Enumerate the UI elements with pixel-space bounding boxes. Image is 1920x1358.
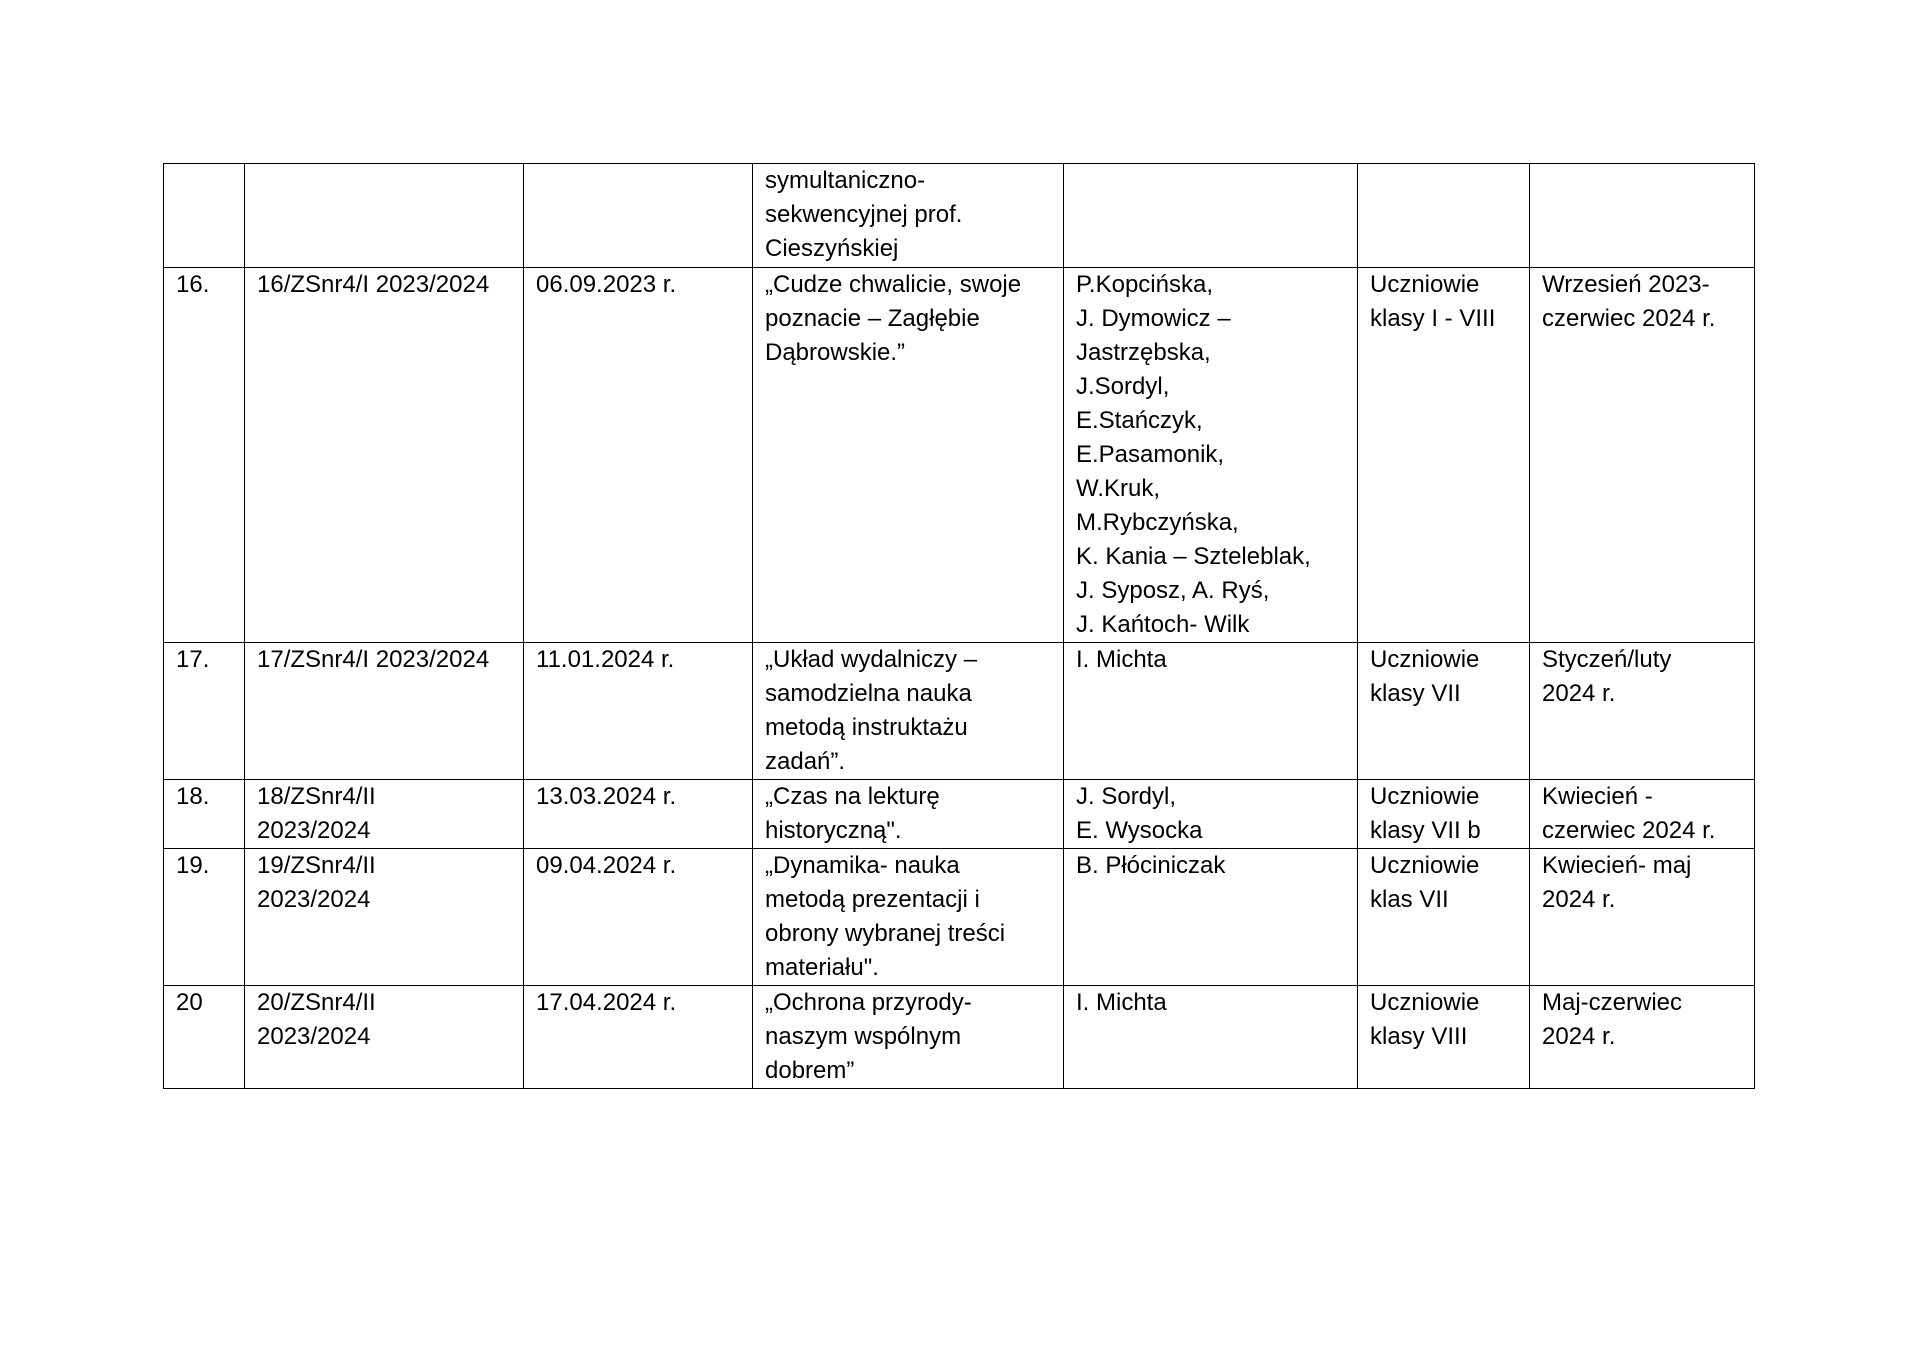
cell-title: „Dynamika- nauka metodą prezentacji i obrony wybranej treści materiału". (753, 849, 1064, 986)
cell-no: 17. (164, 643, 245, 780)
cell-number: 16/ZSnr4/I 2023/2024 (245, 268, 524, 643)
cell-title: „Ochrona przyrody- naszym wspólnym dobrem” (753, 986, 1064, 1089)
cell-no: 16. (164, 268, 245, 643)
cell-participants: Uczniowie klasy VIII (1358, 986, 1530, 1089)
cell-authors: P.Kopcińska, J. Dymowicz – Jastrzębska, J.Sordyl, E.Stańczyk, E.Pasamonik, W.Kruk, M.Rybczyńska, K. Kania – Szteleblak, J. Syposz, A. Ryś, J. Kańtoch- Wilk (1064, 268, 1358, 643)
cell-period: Wrzesień 2023- czerwiec 2024 r. (1530, 268, 1755, 643)
cell-period: Maj-czerwiec 2024 r. (1530, 986, 1755, 1089)
cell-date: 17.04.2024 r. (524, 986, 753, 1089)
cell-participants: Uczniowie klasy VII b (1358, 780, 1530, 849)
cell-title: „Cudze chwalicie, swoje poznacie – Zagłębie Dąbrowskie.” (753, 268, 1064, 643)
cell-number: 17/ZSnr4/I 2023/2024 (245, 643, 524, 780)
cell-authors: B. Płóciniczak (1064, 849, 1358, 986)
cell-number: 19/ZSnr4/II 2023/2024 (245, 849, 524, 986)
cell-number: 18/ZSnr4/II 2023/2024 (245, 780, 524, 849)
cell-no: 18. (164, 780, 245, 849)
cell-authors: I. Michta (1064, 986, 1358, 1089)
cell-participants: Uczniowie klas VII (1358, 849, 1530, 986)
innovations-table (163, 163, 1755, 1089)
table-row (164, 164, 1755, 268)
table-row (164, 780, 1755, 849)
cell-no: 20 (164, 986, 245, 1089)
cell-period: Kwiecień- maj 2024 r. (1530, 849, 1755, 986)
cell-date: 09.04.2024 r. (524, 849, 753, 986)
table-row (164, 643, 1755, 780)
cell-title: symultaniczno- sekwencyjnej prof. Cieszyńskiej (753, 164, 1064, 268)
cell-participants (1358, 164, 1530, 268)
cell-period: Styczeń/luty 2024 r. (1530, 643, 1755, 780)
cell-date: 13.03.2024 r. (524, 780, 753, 849)
cell-number (245, 164, 524, 268)
cell-date (524, 164, 753, 268)
cell-title: „Układ wydalniczy – samodzielna nauka metodą instruktażu zadań”. (753, 643, 1064, 780)
cell-period (1530, 164, 1755, 268)
cell-no: 19. (164, 849, 245, 986)
table-row (164, 986, 1755, 1089)
table-row (164, 849, 1755, 986)
cell-date: 06.09.2023 r. (524, 268, 753, 643)
cell-number: 20/ZSnr4/II 2023/2024 (245, 986, 524, 1089)
cell-date: 11.01.2024 r. (524, 643, 753, 780)
cell-participants: Uczniowie klasy I - VIII (1358, 268, 1530, 643)
cell-no (164, 164, 245, 268)
cell-authors: J. Sordyl, E. Wysocka (1064, 780, 1358, 849)
cell-period: Kwiecień - czerwiec 2024 r. (1530, 780, 1755, 849)
cell-title: „Czas na lekturę historyczną". (753, 780, 1064, 849)
table-row (164, 268, 1755, 643)
cell-authors: I. Michta (1064, 643, 1358, 780)
cell-authors (1064, 164, 1358, 268)
cell-participants: Uczniowie klasy VII (1358, 643, 1530, 780)
